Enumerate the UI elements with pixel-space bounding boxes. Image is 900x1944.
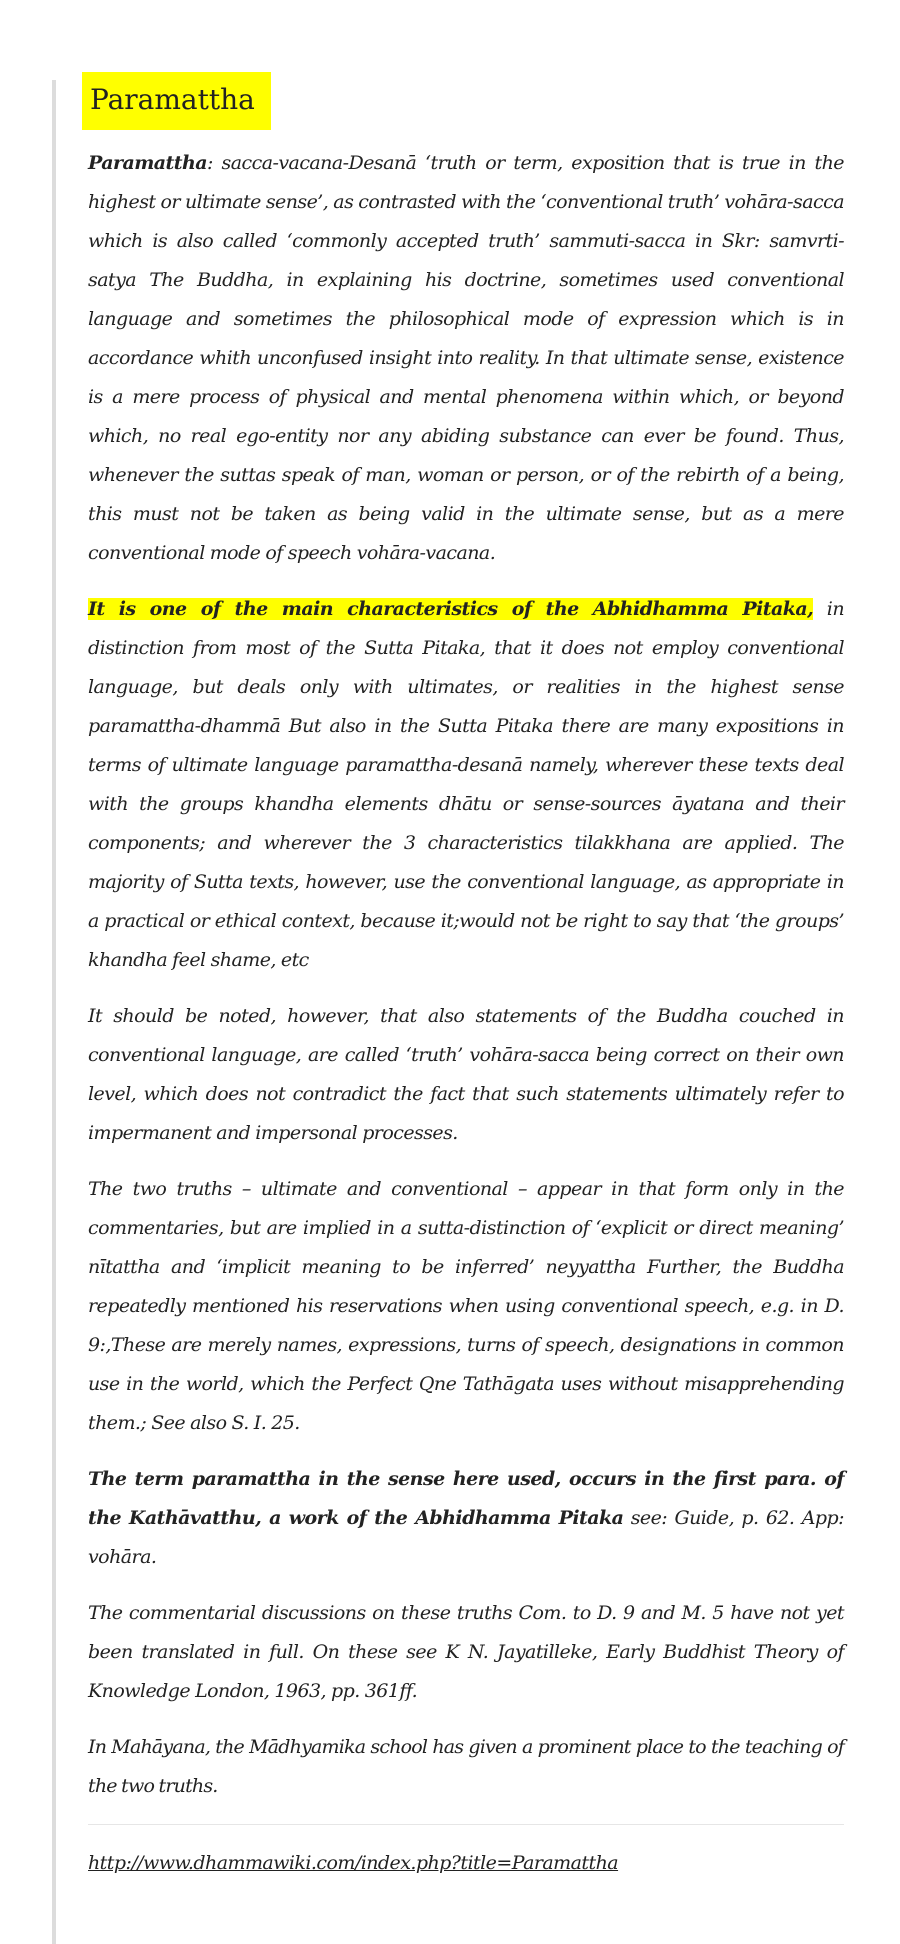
paragraph-text: In Mahāyana, the Mādhyamika school has given a prominent place to the teaching of the two truths. xyxy=(88,1736,844,1798)
paragraph-text: in distinction from most of the Sutta Pitaka, that it does not employ conventional language, but deals only with ultimates, or realities in the highest sense paramattha-dhammā But also in the Sutta Pitaka there are many expositions in terms of ultimate language paramattha-desanā namely, wherever these texts deal with the groups khandha elements dhātu or sense-sources āyatana and their components; and wherever the 3 characteristics tilakkhana are applied. The majority of Sutta texts, however, use the conventional language, as appropriate in a practical or ethical context, because it;would not be right to say that ‘the groups’ khandha feel shame, etc xyxy=(88,598,845,972)
bold-sentence: The term paramattha in the sense here used, occurs in the first para. of the Kathāvatthu, a work of the Abhidhamma Pitaka xyxy=(88,1468,844,1530)
paragraph-abhidhamma xyxy=(88,590,844,980)
paragraph-text: The commentarial discussions on these truths Com. to D. 9 and M. 5 have not yet been translated in full. On these see K N. Jayatilleke, Early Buddhist Theory of Knowledge London, 1963, pp. 361ff. xyxy=(88,1602,844,1703)
paragraph-text: see: Guide, p. 62. App: vohāra. xyxy=(88,1507,844,1569)
source-link[interactable]: http://www.dhammawiki.com/index.php?title=Paramattha xyxy=(88,1852,619,1875)
paragraph-mahayana xyxy=(88,1728,844,1806)
paragraph-text: The two truths – ultimate and conventional – appear in that form only in the commentaries, but are implied in a sutta-distinction of ‘explicit or direct meaning’ nītattha and ‘implicit meaning to be inferred’ neyyattha Further, the Buddha repeatedly mentioned his reservations when using conventional speech, e.g. in D. 9:,These are merely names, expressions, turns of speech, designations in common use in the world, which the Perfect Qne Tathāgata uses without misapprehending them.; See also S. I. 25. xyxy=(88,1178,844,1435)
term-separator: : xyxy=(207,152,222,175)
paragraph-text: sacca-vacana-Desanā ‘truth or term, exposition that is true in the highest or ultimate sense’, as contrasted with the ‘conventional truth’ vohāra-sacca which is also called ‘commonly accepted truth’ sammuti-sacca in Skr: samvrti-satya The Buddha, in explaining his doctrine, sometimes used conventional language and sometimes the philosophical mode of expression which is in accordance whith unconfused insight into reality. In that ultimate sense, existence is a mere process of physical and mental phenomena within which, or beyond which, no real ego-entity nor any abiding substance can ever be found. Thus, whenever the suttas speak of man, woman or person, or of the rebirth of a being, this must not be taken as being valid in the ultimate sense, but as a mere conventional mode of speech vohāra-vacana. xyxy=(88,152,844,565)
paragraph-definition xyxy=(88,144,844,573)
highlighted-sentence: It is one of the main characteristics of the Abhidhamma Pitaka, xyxy=(88,598,814,621)
page-title: Paramattha xyxy=(82,72,271,130)
paragraph-kathavatthu xyxy=(88,1460,844,1577)
left-border-rule xyxy=(52,80,56,1944)
paragraph-conventional-truth xyxy=(88,997,844,1153)
article-content xyxy=(88,72,844,1877)
paragraph-commentarial xyxy=(88,1594,844,1711)
footer-divider xyxy=(88,1824,844,1825)
term-paramattha: Paramattha xyxy=(88,152,208,175)
paragraph-two-truths xyxy=(88,1170,844,1443)
paragraph-text: It should be noted, however, that also statements of the Buddha couched in conventional language, are called ‘truth’ vohāra-sacca being correct on their own level, which does not contradict the fact that such statements ultimately refer to impermanent and impersonal processes. xyxy=(88,1005,844,1145)
